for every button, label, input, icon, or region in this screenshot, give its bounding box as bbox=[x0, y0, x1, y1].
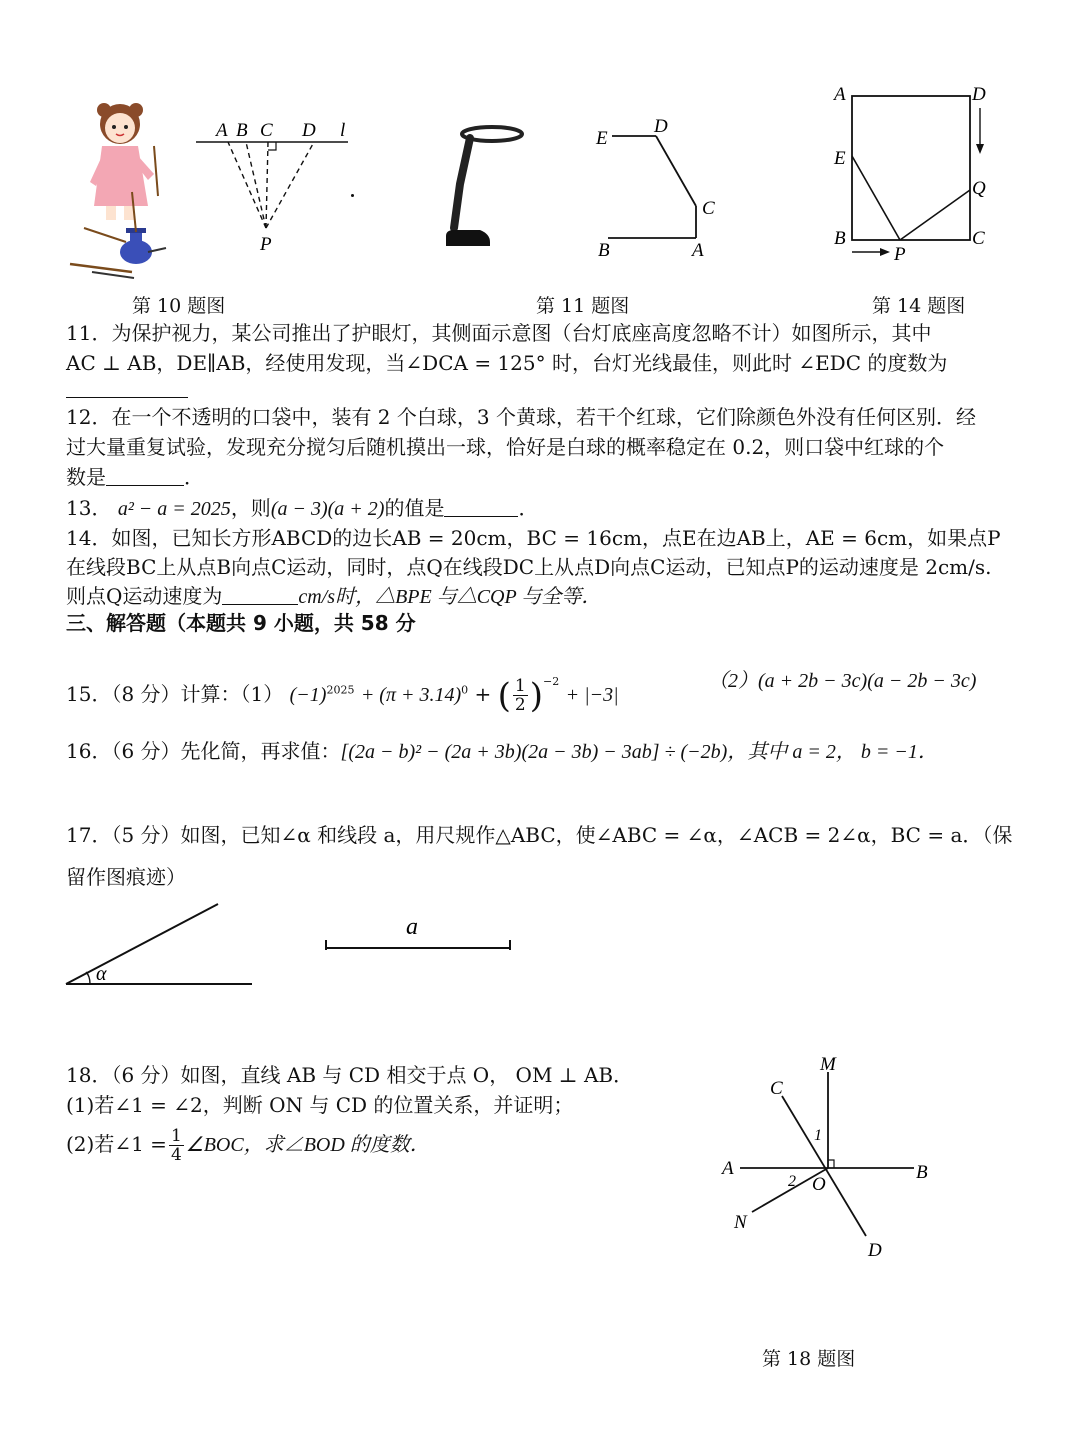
caption-fig11: 第 11 题图 bbox=[536, 295, 630, 317]
q15-frac-num: 1 bbox=[514, 676, 526, 696]
q15-part2: （2）(a + 2b − 3c)(a − 2b − 3c) bbox=[708, 670, 977, 692]
fig18-label-c: C bbox=[770, 1078, 783, 1099]
fig11-diagram bbox=[590, 114, 730, 264]
fig14-label-c: C bbox=[972, 228, 985, 249]
fig14-label-e: E bbox=[834, 148, 846, 169]
fig11-label-c: C bbox=[702, 198, 715, 219]
fig10-label-l: l bbox=[340, 120, 346, 141]
caption-fig18: 第 18 题图 bbox=[762, 1348, 856, 1370]
fig10-label-a: A bbox=[216, 120, 228, 141]
q17-line1: 17．（5 分）如图，已知∠α 和线段 a，用尺规作△ABC，使∠ABC = ∠α，∠ACB = 2∠α，BC = a．（保 bbox=[66, 823, 1013, 847]
q17-line2: 留作图痕迹） bbox=[66, 865, 186, 889]
fig18-label-1: 1 bbox=[814, 1127, 822, 1144]
q13-answer-blank bbox=[444, 496, 518, 517]
q18-line3-end: ∠BOC，求∠BOD 的度数． bbox=[185, 1134, 430, 1156]
fig18-label-m: M bbox=[820, 1054, 836, 1075]
q15-lparen: ( bbox=[497, 676, 511, 716]
q18-line1: 18．（6 分）如图，直线 AB 与 CD 相交于点 O， OM ⊥ AB． bbox=[66, 1063, 634, 1087]
q15-term2: + (π + 3.14) bbox=[360, 684, 462, 706]
q13-line bbox=[66, 493, 538, 524]
q12-line3 bbox=[66, 462, 204, 492]
fig17-segment bbox=[320, 910, 516, 956]
q15-exp3: −2 bbox=[543, 675, 560, 688]
q14-line3-text: 则点Q运动速度为 bbox=[66, 584, 223, 608]
fig10-label-c: C bbox=[260, 120, 273, 141]
q16-expression: [(2a − b)² − (2a + 3b)(2a − 3b) − 3ab] ÷ (−2b) bbox=[340, 741, 728, 763]
stray-dot bbox=[351, 194, 354, 197]
fig11-label-e: E bbox=[596, 128, 608, 149]
q15-term4: + |−3| bbox=[565, 684, 619, 706]
fig10-label-d: D bbox=[302, 120, 316, 141]
fig10-illustration bbox=[62, 96, 182, 286]
q13-mid: ，则 bbox=[230, 496, 271, 520]
q15-plus: + bbox=[474, 682, 492, 706]
fig17-segment-label: a bbox=[406, 914, 418, 940]
q16-line bbox=[66, 736, 938, 767]
fig10-label-p: P bbox=[260, 234, 272, 255]
q15-rparen: ) bbox=[529, 676, 543, 716]
fig18-label-a: A bbox=[722, 1158, 734, 1179]
caption-fig14: 第 14 题图 bbox=[872, 295, 966, 317]
q12-line3-text: 数是 bbox=[66, 465, 106, 489]
q14-line3-end: cm/s时，△BPE 与△CQP 与全等． bbox=[298, 586, 602, 608]
q14-answer-blank bbox=[222, 584, 298, 605]
fig11-lamp-illustration bbox=[440, 124, 530, 254]
q13-tail: ． bbox=[518, 496, 539, 520]
q15-exp2: 0 bbox=[461, 683, 469, 697]
fig14-label-a: A bbox=[834, 84, 846, 105]
fig18-label-n: N bbox=[734, 1212, 747, 1233]
fig14-label-p: P bbox=[894, 244, 906, 265]
q18-frac-num: 1 bbox=[170, 1126, 182, 1146]
section3-heading: 三、解答题（本题共 9 小题，共 58 分 bbox=[66, 611, 416, 635]
q12-answer-blank bbox=[106, 465, 184, 486]
q16-head: 16．（6 分）先化简，再求值： bbox=[66, 739, 341, 763]
q15-head: 15．（8 分）计算：（1） bbox=[66, 682, 284, 706]
q18-line3-text: (2)若∠1 = bbox=[66, 1132, 167, 1156]
caption-fig10: 第 10 题图 bbox=[132, 295, 226, 317]
fig14-label-d: D bbox=[972, 84, 986, 105]
q15-frac-den: 2 bbox=[514, 695, 526, 715]
q14-line1: 14．如图，已知长方形ABCD的边长AB = 20cm，BC = 16cm，点E在边AB上，AE = 6cm，如果点P bbox=[66, 526, 1001, 550]
q11-line1: 11．为保护视力，某公司推出了护眼灯，其侧面示意图（台灯底座高度忽略不计）如图所示，其中 bbox=[66, 321, 932, 345]
fig17-angle bbox=[60, 898, 260, 992]
fig18-label-d: D bbox=[868, 1240, 882, 1261]
q18-line2: (1)若∠1 = ∠2，判断 ON 与 CD 的位置关系，并证明； bbox=[66, 1093, 574, 1117]
q13-number: 13． bbox=[66, 496, 112, 520]
q15-fraction bbox=[513, 677, 528, 714]
fig18-label-o: O bbox=[812, 1174, 826, 1195]
q15-term1: (−1) bbox=[289, 684, 327, 706]
q18-line3 bbox=[66, 1124, 430, 1165]
fig11-label-d: D bbox=[654, 116, 668, 137]
fig14-label-q: Q bbox=[972, 178, 986, 199]
fig10-label-b: B bbox=[236, 120, 248, 141]
q12-line3-end: ． bbox=[184, 465, 204, 489]
q12-line1: 12．在一个不透明的口袋中，装有 2 个白球，3 个黄球，若干个红球，它们除颜色外没有任何区别．经 bbox=[66, 405, 976, 429]
q15-part1 bbox=[66, 664, 619, 714]
fig11-label-b: B bbox=[598, 240, 610, 261]
q13-end: 的值是 bbox=[384, 496, 445, 520]
fig14-diagram bbox=[828, 80, 1008, 270]
fig14-label-b: B bbox=[834, 228, 846, 249]
fig17-alpha-label: α bbox=[96, 963, 107, 985]
q15-exp1: 2025 bbox=[326, 683, 355, 697]
q11-line2: AC ⊥ AB，DE∥AB，经使用发现，当∠DCA = 125° 时，台灯光线最佳，则此时 ∠EDC 的度数为 bbox=[66, 351, 948, 375]
q11-answer-blank bbox=[66, 397, 188, 398]
q18-frac-den: 4 bbox=[170, 1145, 182, 1165]
q13-equation: a² − a = 2025 bbox=[117, 498, 231, 520]
fig10-diagram bbox=[190, 112, 365, 262]
q14-line2: 在线段BC上从点B向点C运动，同时，点Q在线段DC上从点D向点C运动，已知点P的运动速度是 2cm/s. bbox=[66, 555, 992, 579]
q13-expression: (a − 3)(a + 2) bbox=[270, 498, 385, 520]
q18-fraction bbox=[169, 1127, 184, 1164]
q16-tail: ，其中 a = 2， b = −1． bbox=[727, 741, 938, 763]
fig11-label-a: A bbox=[692, 240, 704, 261]
fig18-diagram bbox=[712, 1050, 942, 1264]
fig18-label-b: B bbox=[916, 1162, 928, 1183]
q12-line2: 过大量重复试验，发现充分搅匀后随机摸出一球，恰好是白球的概率稳定在 0.2，则口袋中红球的个 bbox=[66, 435, 945, 459]
fig18-label-2: 2 bbox=[788, 1173, 796, 1190]
